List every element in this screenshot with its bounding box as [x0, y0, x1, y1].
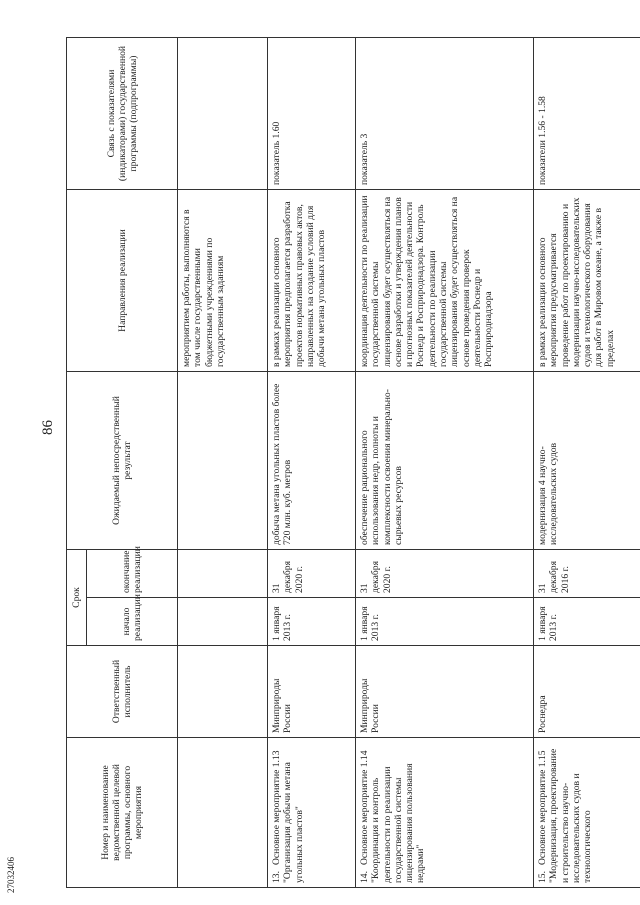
row-link: показатель 1.60 [268, 38, 356, 190]
header-start: начало реализации [87, 598, 178, 646]
header-end: окончание реализации [87, 550, 178, 598]
continuation-directions: мероприятием работы, выполняются в том числе государственными бюджетными учреждениями по государственным заданиям [178, 190, 268, 372]
header-term: Срок [67, 550, 87, 646]
header-executor: Ответственный исполнитель [67, 646, 178, 738]
row-link: показатель 3 [356, 38, 534, 190]
row-name: 15.Основное мероприятие 1.15 "Модернизация, проектирование и строительство научно-исследовательских судов и технологического [534, 738, 640, 888]
row-number: 13. [271, 871, 282, 883]
row-end: 31 декабря 2020 г. [356, 550, 534, 598]
row-result: модернизация 4 научно-исследовательских судов [534, 372, 640, 550]
row-end: 31 декабря 2016 г. [534, 550, 640, 598]
row-name: 14.Основное мероприятие 1.14 "Координация и контроль деятельности по реализации государственной системы лицензирования пользования недрами" [356, 738, 534, 888]
table-row-continuation [178, 38, 268, 888]
row-start: 1 января 2013 г. [356, 598, 534, 646]
row-start: 1 января 2013 г. [534, 598, 640, 646]
row-result: добыча метана угольных пластов более 720 млн. куб. метров [268, 372, 356, 550]
row-end: 31 декабря 2020 г. [268, 550, 356, 598]
rotated-table-sheet [66, 38, 634, 888]
table-row [534, 38, 640, 888]
header-link: Связь с показателями (индикаторами) государственной программы (подпрограммы) [67, 38, 178, 190]
row-executor: Роснедра [534, 646, 640, 738]
activities-table [66, 37, 640, 888]
header-directions: Направления реализации [67, 190, 178, 372]
table-row [268, 38, 356, 888]
header-result: Ожидаемый непосредственный результат [67, 372, 178, 550]
row-start: 1 января 2013 г. [268, 598, 356, 646]
table-row [356, 38, 534, 888]
page-number: 86 [40, 420, 56, 435]
row-result: обеспечение рационального использования недр, полноты и комплексности освоения минерально-сырьевых ресурсов [356, 372, 534, 550]
document-code: 27032406 [6, 857, 16, 893]
row-link: показатели 1.56 - 1.58 [534, 38, 640, 190]
row-name: 13.Основное мероприятие 1.13 "Организация добычи метана угольных пластов" [268, 738, 356, 888]
row-executor: Минприроды России [268, 646, 356, 738]
row-directions: в рамках реализации основного мероприятия предусматривается проведение работ по проектированию и модернизации научно-исследовательских судов и технологического оборудования для работ в Мировом океане, а также в пределах [534, 190, 640, 372]
row-number: 15. [537, 871, 548, 883]
row-directions: координация деятельности по реализации государственной системы лицензирования будет осуществляться на основе разработки и утверждения планов и прогнозных показателей деятельности Роснедр и Росприроднадзора. Контроль деятельности по реализации государственной системы лицензирования будет осуществляться на основе проведения проверок деятельности Роснедр и Росприроднадзора [356, 190, 534, 372]
row-number: 14. [359, 871, 370, 883]
header-name: Номер и наименование ведомственной целевой программы, основного мероприятия [67, 738, 178, 888]
row-directions: в рамках реализации основного мероприятия предполагается разработка проектов нормативных правовых актов, направленных на создание условий для добычи метана угольных пластов [268, 190, 356, 372]
row-executor: Минприроды России [356, 646, 534, 738]
